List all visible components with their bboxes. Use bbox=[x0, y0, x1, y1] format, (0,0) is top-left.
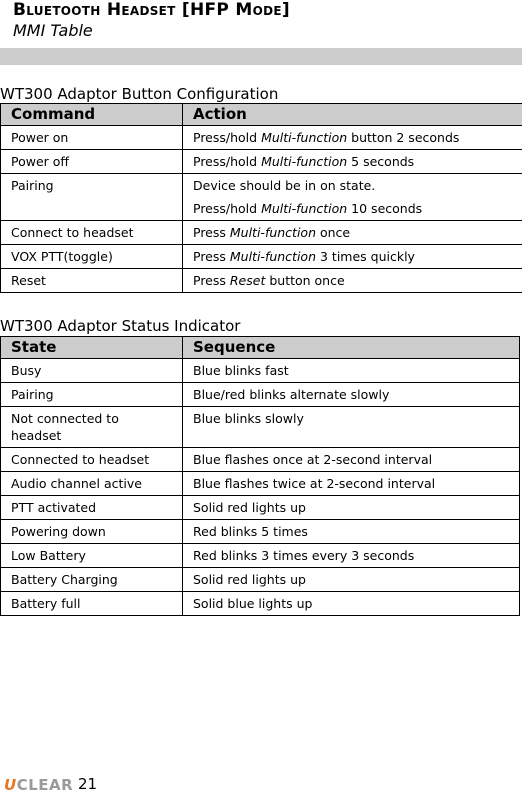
column-header-command: Command bbox=[1, 104, 183, 126]
state-cell: Connected to headset bbox=[1, 448, 183, 472]
button-name-text: Multi-function bbox=[230, 225, 316, 240]
button-name-text: Reset bbox=[230, 273, 265, 288]
state-cell: Pairing bbox=[1, 383, 183, 407]
table-row bbox=[1, 245, 522, 269]
command-cell: Pairing bbox=[1, 174, 183, 221]
state-cell: Not connected to headset bbox=[1, 407, 183, 448]
table-row bbox=[1, 359, 520, 383]
table-row bbox=[1, 383, 520, 407]
table-row bbox=[1, 126, 522, 150]
action-cell bbox=[183, 150, 522, 174]
action-cell bbox=[183, 269, 522, 293]
command-cell: Power on bbox=[1, 126, 183, 150]
button-config-table bbox=[0, 103, 522, 293]
action-text: once bbox=[316, 225, 350, 240]
status-indicator-title: WT300 Adaptor Status Indicator bbox=[0, 317, 240, 335]
table-row bbox=[1, 407, 520, 448]
action-line bbox=[193, 200, 512, 217]
action-text: 10 seconds bbox=[347, 201, 422, 216]
logo-letter-u: U bbox=[4, 776, 17, 794]
page-number: 21 bbox=[78, 775, 97, 793]
state-cell: Battery Charging bbox=[1, 568, 183, 592]
action-text: button 2 seconds bbox=[347, 130, 459, 145]
table-row bbox=[1, 520, 520, 544]
table-row bbox=[1, 269, 522, 293]
logo-text: CLEAR bbox=[17, 776, 73, 794]
table-row bbox=[1, 472, 520, 496]
command-cell: Power off bbox=[1, 150, 183, 174]
table-header-row bbox=[1, 337, 520, 359]
action-line bbox=[193, 248, 512, 265]
sequence-cell: Blue/red blinks alternate slowly bbox=[183, 383, 520, 407]
sequence-cell: Blue blinks slowly bbox=[183, 407, 520, 448]
sequence-cell: Blue flashes once at 2-second interval bbox=[183, 448, 520, 472]
header-bar bbox=[0, 48, 522, 65]
action-text: Press bbox=[193, 225, 230, 240]
action-cell bbox=[183, 174, 522, 221]
action-line bbox=[193, 129, 512, 146]
command-cell: Connect to headset bbox=[1, 221, 183, 245]
action-line bbox=[193, 153, 512, 170]
button-config-title: WT300 Adaptor Button Configuration bbox=[0, 85, 278, 103]
table-row bbox=[1, 544, 520, 568]
column-header-action: Action bbox=[183, 104, 522, 126]
state-cell: Busy bbox=[1, 359, 183, 383]
column-header-state: State bbox=[1, 337, 183, 359]
command-cell: Reset bbox=[1, 269, 183, 293]
table-row bbox=[1, 221, 522, 245]
uclear-logo bbox=[4, 776, 73, 794]
state-cell: Powering down bbox=[1, 520, 183, 544]
command-cell: VOX PTT(toggle) bbox=[1, 245, 183, 269]
table-row bbox=[1, 568, 520, 592]
action-text: Press/hold bbox=[193, 201, 261, 216]
action-cell bbox=[183, 221, 522, 245]
table-header-row bbox=[1, 104, 522, 126]
action-text: 3 times quickly bbox=[316, 249, 415, 264]
sequence-cell: Red blinks 3 times every 3 seconds bbox=[183, 544, 520, 568]
action-text: Press bbox=[193, 249, 230, 264]
action-line bbox=[193, 272, 512, 289]
sequence-cell: Blue blinks fast bbox=[183, 359, 520, 383]
table-row bbox=[1, 174, 522, 221]
state-cell: Battery full bbox=[1, 592, 183, 616]
status-indicator-table bbox=[0, 336, 520, 616]
state-cell: Audio channel active bbox=[1, 472, 183, 496]
sequence-cell: Solid blue lights up bbox=[183, 592, 520, 616]
state-cell: Low Battery bbox=[1, 544, 183, 568]
button-name-text: Multi-function bbox=[230, 249, 316, 264]
action-line bbox=[193, 224, 512, 241]
action-text: Press bbox=[193, 273, 230, 288]
button-name-text: Multi-function bbox=[261, 201, 347, 216]
action-text: Press/hold bbox=[193, 154, 261, 169]
action-text: Device should be in on state. bbox=[193, 178, 375, 193]
table-row bbox=[1, 592, 520, 616]
action-text: button once bbox=[265, 273, 344, 288]
button-name-text: Multi-function bbox=[261, 154, 347, 169]
sequence-cell: Blue flashes twice at 2-second interval bbox=[183, 472, 520, 496]
page-subtitle: MMI Table bbox=[13, 21, 93, 40]
page-title: Bluetooth Headset [HFP Mode] bbox=[13, 0, 290, 20]
sequence-cell: Solid red lights up bbox=[183, 496, 520, 520]
action-text: 5 seconds bbox=[347, 154, 414, 169]
button-name-text: Multi-function bbox=[261, 130, 347, 145]
table-row bbox=[1, 448, 520, 472]
sequence-cell: Red blinks 5 times bbox=[183, 520, 520, 544]
action-cell bbox=[183, 126, 522, 150]
table-row bbox=[1, 150, 522, 174]
column-header-sequence: Sequence bbox=[183, 337, 520, 359]
sequence-cell: Solid red lights up bbox=[183, 568, 520, 592]
action-text: Press/hold bbox=[193, 130, 261, 145]
action-line bbox=[193, 177, 512, 194]
state-cell: PTT activated bbox=[1, 496, 183, 520]
table-row bbox=[1, 496, 520, 520]
action-cell bbox=[183, 245, 522, 269]
